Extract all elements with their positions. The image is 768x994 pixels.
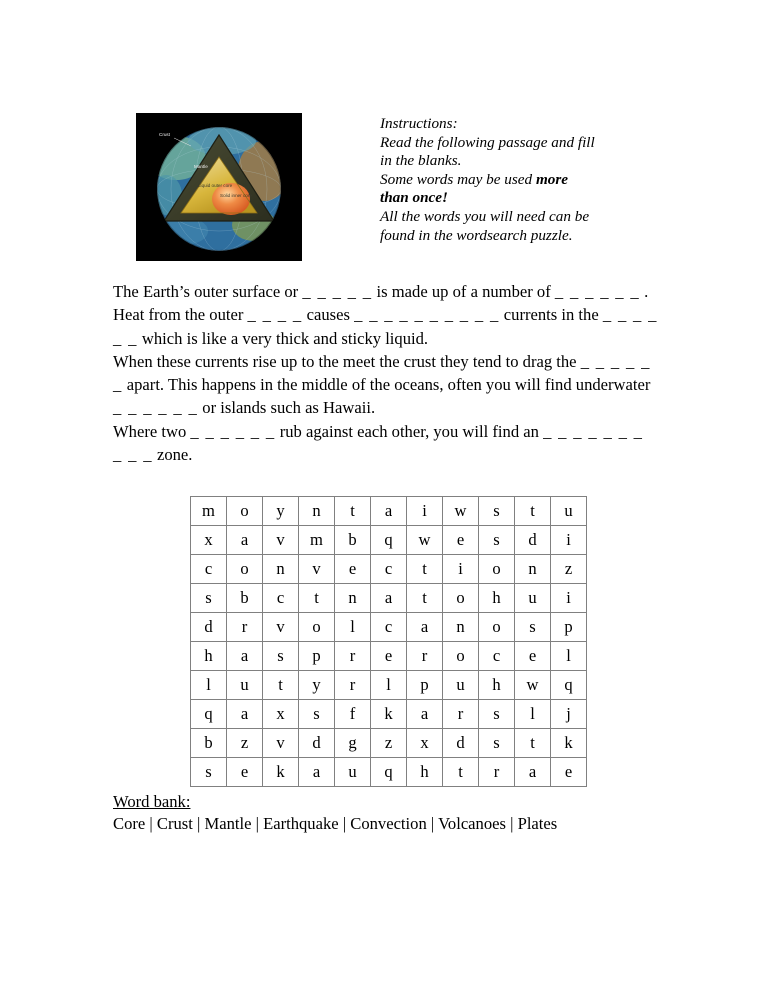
wordsearch-row <box>191 758 587 787</box>
wordsearch-cell[interactable]: u <box>551 497 587 526</box>
wordsearch-cell[interactable]: n <box>263 555 299 584</box>
wordsearch-cell[interactable]: c <box>371 613 407 642</box>
instructions-line-2: Read the following passage and fill <box>380 133 595 151</box>
earth-cutaway-image <box>136 113 302 261</box>
wordsearch-cell[interactable]: t <box>443 758 479 787</box>
wordsearch-cell[interactable]: k <box>371 700 407 729</box>
wordsearch-cell[interactable]: a <box>371 584 407 613</box>
wordsearch-cell[interactable]: p <box>299 642 335 671</box>
wordsearch-cell[interactable]: h <box>479 584 515 613</box>
wordsearch-row <box>191 555 587 584</box>
passage-text: Heat from the outer <box>113 305 248 325</box>
wordsearch-cell[interactable]: t <box>407 584 443 613</box>
wordsearch-row <box>191 497 587 526</box>
wordsearch-cell[interactable]: s <box>263 642 299 671</box>
passage-text: Where two <box>113 421 191 441</box>
earth-cutaway-figure <box>136 113 302 261</box>
blank-field[interactable]: _ _ _ _ _ _ <box>113 351 651 395</box>
wordsearch-cell[interactable]: v <box>263 613 299 642</box>
wordsearch-cell[interactable]: h <box>479 671 515 700</box>
wordsearch-cell[interactable]: l <box>191 671 227 700</box>
instructions-line-1: Instructions: <box>380 115 458 132</box>
wordsearch-row <box>191 729 587 758</box>
wordsearch-cell[interactable]: h <box>407 758 443 787</box>
wordsearch-cell[interactable]: q <box>191 700 227 729</box>
wordsearch-cell[interactable]: z <box>551 555 587 584</box>
wordsearch-cell[interactable]: n <box>335 584 371 613</box>
wordsearch-cell[interactable]: a <box>299 758 335 787</box>
wordsearch-cell[interactable]: j <box>551 700 587 729</box>
wordsearch-cell[interactable]: y <box>263 497 299 526</box>
wordsearch-cell[interactable]: n <box>299 497 335 526</box>
passage-paragraph-3 <box>113 350 658 420</box>
wordsearch-cell[interactable]: a <box>407 700 443 729</box>
wordsearch-cell[interactable]: k <box>263 758 299 787</box>
wordsearch-cell[interactable]: o <box>299 613 335 642</box>
wordsearch-cell[interactable]: u <box>515 584 551 613</box>
wordsearch-row <box>191 700 587 729</box>
wordsearch-cell[interactable]: d <box>443 729 479 758</box>
wordsearch-cell[interactable]: e <box>443 526 479 555</box>
wordsearch-cell[interactable]: i <box>551 526 587 555</box>
instructions-line-3: in the blanks. <box>380 152 462 170</box>
wordsearch-cell[interactable]: z <box>227 729 263 758</box>
wordsearch-grid[interactable] <box>190 496 587 787</box>
passage-paragraph-1 <box>113 280 658 303</box>
wordsearch-cell[interactable]: u <box>227 671 263 700</box>
wordsearch-cell[interactable]: g <box>335 729 371 758</box>
passage-paragraph-4 <box>113 420 658 467</box>
instructions-line-6: All the words you will need can be <box>380 207 590 225</box>
wordsearch-cell[interactable]: y <box>299 671 335 700</box>
wordsearch-cell[interactable]: r <box>335 671 371 700</box>
instructions-line-4 <box>380 171 670 190</box>
header-area <box>136 113 670 261</box>
figure-label-crust: Crust <box>159 132 170 137</box>
wordsearch-cell[interactable]: a <box>407 613 443 642</box>
wordsearch-cell[interactable]: b <box>335 526 371 555</box>
wordsearch-cell[interactable]: o <box>443 584 479 613</box>
wordsearch-cell[interactable]: x <box>191 526 227 555</box>
wordsearch-cell[interactable]: w <box>515 671 551 700</box>
passage-text: The Earth’s outer surface or <box>113 282 303 301</box>
wordsearch-cell[interactable]: f <box>335 700 371 729</box>
wordsearch-cell[interactable]: r <box>407 642 443 671</box>
blank-field[interactable]: _ _ _ _ _ _ <box>190 421 276 441</box>
wordsearch-cell[interactable]: h <box>191 642 227 671</box>
passage-text: zone. <box>152 445 193 465</box>
wordsearch-cell[interactable]: c <box>479 642 515 671</box>
wordsearch-cell[interactable]: i <box>443 555 479 584</box>
wordsearch-cell[interactable]: l <box>371 671 407 700</box>
wordsearch-cell[interactable]: e <box>551 758 587 787</box>
wordsearch-cell[interactable]: o <box>479 613 515 642</box>
passage-text: which is like a very thick and sticky liquid. <box>137 328 429 348</box>
wordsearch-cell[interactable]: a <box>227 642 263 671</box>
wordsearch-cell[interactable]: d <box>191 613 227 642</box>
blank-field[interactable]: _ _ _ _ _ _ <box>113 398 199 418</box>
wordbank-words: Core | Crust | Mantle | Earthquake | Convection | Volcanoes | Plates <box>113 814 558 833</box>
wordsearch-row <box>191 642 587 671</box>
wordsearch-cell[interactable]: l <box>515 700 551 729</box>
wordsearch-cell[interactable]: d <box>515 526 551 555</box>
blank-field[interactable]: _ _ _ _ _ _ _ _ _ _ <box>354 305 500 325</box>
wordsearch-cell[interactable]: r <box>443 700 479 729</box>
wordsearch-cell[interactable]: o <box>443 642 479 671</box>
wordsearch-cell[interactable]: k <box>551 729 587 758</box>
wordsearch-cell[interactable]: e <box>227 758 263 787</box>
wordsearch-cell[interactable]: u <box>443 671 479 700</box>
wordsearch-cell[interactable]: t <box>299 584 335 613</box>
wordsearch-cell[interactable]: l <box>335 613 371 642</box>
blank-field[interactable]: _ _ _ _ _ _ <box>554 282 641 301</box>
blank-field[interactable]: _ _ _ _ _ _ _ _ _ _ <box>113 421 644 465</box>
blank-field[interactable]: _ _ _ _ _ <box>302 282 373 301</box>
passage-text: When these currents rise up to the meet the crust they tend to drag the <box>113 351 581 371</box>
wordsearch-cell[interactable]: d <box>299 729 335 758</box>
wordsearch-cell[interactable]: n <box>443 613 479 642</box>
wordsearch-cell[interactable]: x <box>407 729 443 758</box>
wordsearch-cell[interactable]: q <box>551 671 587 700</box>
wordbank-title: Word bank: <box>113 792 191 811</box>
wordsearch-cell[interactable]: x <box>263 700 299 729</box>
wordsearch-cell[interactable]: a <box>371 497 407 526</box>
wordsearch-cell[interactable]: w <box>443 497 479 526</box>
passage-text: currents in the <box>499 305 603 325</box>
figure-label-inner-core: Solid inner core <box>220 193 252 198</box>
wordsearch-cell[interactable]: r <box>227 613 263 642</box>
wordsearch-cell[interactable]: v <box>263 729 299 758</box>
blank-field[interactable]: _ _ _ _ <box>247 305 303 325</box>
wordsearch-cell[interactable]: a <box>227 700 263 729</box>
wordsearch-cell[interactable]: l <box>551 642 587 671</box>
passage-paragraph-2 <box>113 303 658 350</box>
wordsearch-cell[interactable]: r <box>335 642 371 671</box>
wordsearch-cell[interactable]: m <box>299 526 335 555</box>
wordsearch-cell[interactable]: n <box>515 555 551 584</box>
wordsearch-cell[interactable]: c <box>191 555 227 584</box>
wordsearch-cell[interactable]: i <box>551 584 587 613</box>
instructions-emphasis-more: more <box>535 170 568 188</box>
wordsearch-cell[interactable]: q <box>371 758 407 787</box>
passage-text: or islands such as Hawaii. <box>198 398 376 418</box>
passage-text: apart. This happens in the middle of the oceans, often you will find underwater <box>122 375 651 395</box>
wordsearch-cell[interactable]: z <box>371 729 407 758</box>
wordsearch-cell[interactable]: t <box>407 555 443 584</box>
blank-field[interactable]: _ _ _ _ _ _ <box>113 305 658 348</box>
wordsearch-cell[interactable]: b <box>227 584 263 613</box>
instructions-block <box>380 113 670 245</box>
wordsearch-cell[interactable]: e <box>371 642 407 671</box>
wordsearch-cell[interactable]: s <box>479 526 515 555</box>
instructions-line-7: found in the wordsearch puzzle. <box>380 226 573 244</box>
wordsearch-cell[interactable]: s <box>479 729 515 758</box>
wordsearch-cell[interactable]: e <box>335 555 371 584</box>
wordsearch-cell[interactable]: e <box>515 642 551 671</box>
wordsearch-row <box>191 526 587 555</box>
instructions-emphasis-than-once: than once! <box>380 189 448 207</box>
instructions-line-5 <box>380 189 670 208</box>
wordsearch-cell[interactable]: w <box>407 526 443 555</box>
wordsearch-body <box>191 497 587 787</box>
wordsearch-row <box>191 671 587 700</box>
wordsearch-cell[interactable]: t <box>263 671 299 700</box>
wordsearch-cell[interactable]: t <box>515 729 551 758</box>
wordsearch-cell[interactable]: o <box>479 555 515 584</box>
wordsearch-cell[interactable]: t <box>335 497 371 526</box>
passage-text: rub against each other, you will find an <box>275 421 544 441</box>
passage-text: causes <box>302 305 355 325</box>
wordsearch-row <box>191 584 587 613</box>
passage-block <box>113 280 658 466</box>
wordsearch-cell[interactable]: b <box>191 729 227 758</box>
passage-text: is made up of a number of <box>372 282 555 301</box>
wordsearch-cell[interactable]: o <box>227 555 263 584</box>
wordsearch-row <box>191 613 587 642</box>
wordsearch-cell[interactable]: i <box>407 497 443 526</box>
wordsearch-cell[interactable]: s <box>515 613 551 642</box>
passage-text: . <box>640 282 649 301</box>
wordsearch-cell[interactable]: a <box>515 758 551 787</box>
wordsearch-cell[interactable]: v <box>263 526 299 555</box>
figure-label-mantle: Mantle <box>194 164 208 169</box>
wordsearch-cell[interactable]: c <box>263 584 299 613</box>
wordsearch-cell[interactable]: s <box>191 758 227 787</box>
wordsearch-cell[interactable]: q <box>371 526 407 555</box>
wordsearch-cell[interactable]: s <box>479 497 515 526</box>
wordsearch-cell[interactable]: p <box>551 613 587 642</box>
wordsearch-cell[interactable]: s <box>299 700 335 729</box>
wordsearch-cell[interactable]: u <box>335 758 371 787</box>
wordsearch-cell[interactable]: o <box>227 497 263 526</box>
wordsearch-cell[interactable]: s <box>191 584 227 613</box>
figure-label-outer-core: Liquid outer core <box>198 183 233 188</box>
wordsearch-cell[interactable]: s <box>479 700 515 729</box>
wordbank-block <box>113 791 557 835</box>
wordsearch-cell[interactable]: t <box>515 497 551 526</box>
wordsearch-cell[interactable]: c <box>371 555 407 584</box>
wordsearch-cell[interactable]: r <box>479 758 515 787</box>
instructions-line-4-text: Some words may be used <box>380 170 536 188</box>
wordsearch-cell[interactable]: a <box>227 526 263 555</box>
wordsearch-cell[interactable]: m <box>191 497 227 526</box>
wordsearch-cell[interactable]: v <box>299 555 335 584</box>
wordsearch-cell[interactable]: p <box>407 671 443 700</box>
